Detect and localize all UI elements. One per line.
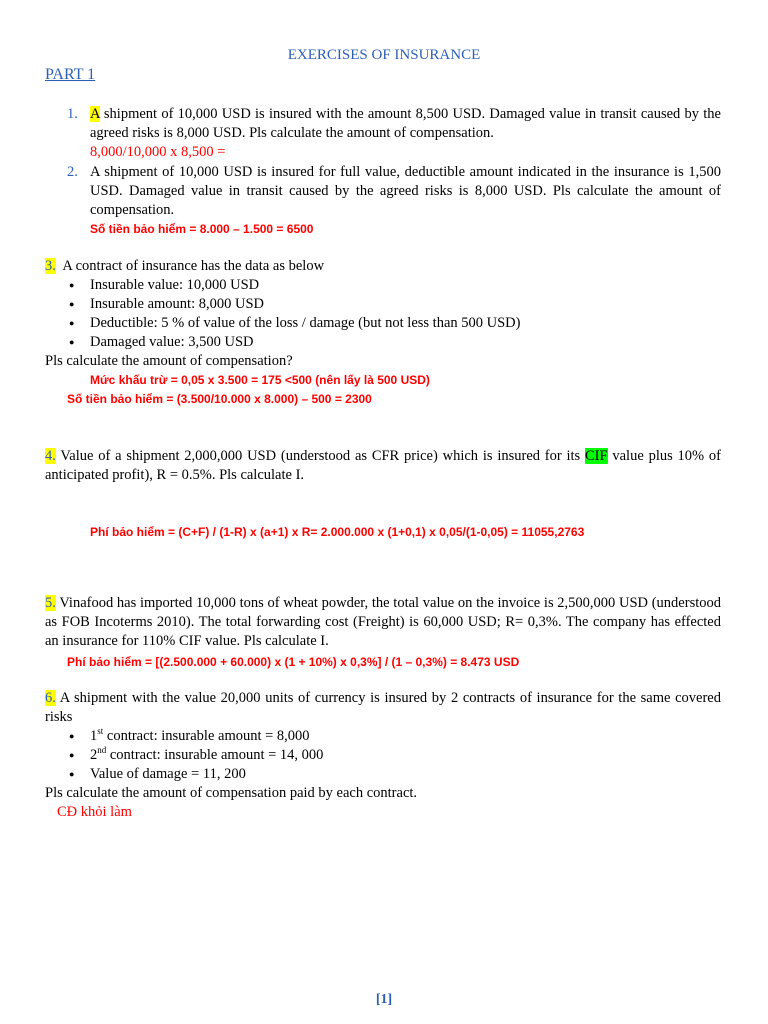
question-6: [45, 689, 721, 822]
question-text: Pls calculate the amount of compensation paid by each contract.: [45, 785, 418, 801]
question-number: 4.: [45, 448, 56, 464]
highlighted-word: CIF: [585, 448, 608, 464]
data-list: [45, 276, 721, 352]
part-heading: PART 1: [45, 66, 96, 83]
answer-text: Phí bảo hiểm = [(2.500.000 + 60.000) x (1 + 10%) x 0,3%] / (1 – 0,3%) = 8.473 USD: [67, 655, 520, 669]
question-intro: A contract of insurance has the data as below: [62, 258, 325, 274]
list-item: ● 2nd contract: insurable amount = 14, 000: [45, 746, 721, 765]
answer-text: Mức khấu trừ = 0,05 x 3.500 = 175 <500 (nên lấy là 500 USD): [90, 373, 430, 387]
question-number: 2.: [67, 164, 78, 180]
list-item: ● Insurable value: 10,000 USD: [45, 276, 721, 295]
answer-text: Phí bảo hiểm = (C+F) / (1-R) x (a+1) x R= 2.000.000 x (1+0,1) x 0,05/(1-0,05) = 11055,2763: [90, 525, 585, 539]
question-number: 6.: [45, 690, 56, 706]
list-item: ● Deductible: 5 % of value of the loss / damage (but not less than 500 USD): [45, 314, 721, 333]
question-2: [45, 163, 721, 239]
question-text: shipment of 10,000 USD is insured with the amount 8,500 USD. Damaged value in transit caused by the agreed risks is 8,000 USD. Pls calculate the amount of compensation.: [90, 106, 721, 141]
answer-text: 8,000/10,000 x 8,500 =: [90, 144, 226, 160]
answer-text: Số tiền bảo hiểm = 8.000 – 1.500 = 6500: [90, 222, 314, 236]
question-number: 1.: [67, 106, 78, 122]
question-number: 5.: [45, 595, 56, 611]
question-text: Value of a shipment 2,000,000 USD (understood as CFR price) which is insured for its: [55, 448, 585, 464]
question-text: A shipment of 10,000 USD is insured for full value, deductible amount indicated in the insurance is 1,500 USD. Damaged value in transit caused by the agreed risks is 8,000 USD. Pls calculate the amount of compensation.: [90, 164, 721, 218]
question-5: [45, 594, 721, 651]
question-1: [45, 105, 721, 162]
page-number: [1]: [375, 992, 393, 1007]
question-text: Vinafood has imported 10,000 tons of wheat powder, the total value on the invoice is 2,500,000 USD (understood as FOB Incoterms 2010). The total forwarding cost (Freight) is 60,000 USD; R= 0,3%. The company has effected an insurance for 110% CIF value. Pls calculate I.: [45, 595, 721, 649]
question-4: [45, 447, 721, 485]
list-item: ● Value of damage = 11, 200: [45, 765, 721, 784]
question-text: value plus 10% of anticipated profit), R = 0.5%. Pls calculate I.: [45, 448, 721, 483]
list-item: ● Insurable amount: 8,000 USD: [45, 295, 721, 314]
question-3: [45, 257, 721, 409]
answer-text: CĐ khỏi làm: [57, 804, 132, 820]
data-list: [45, 727, 721, 784]
highlighted-word: A: [90, 106, 100, 122]
page-title: EXERCISES OF INSURANCE: [287, 47, 481, 63]
list-item: ● 1st contract: insurable amount = 8,000: [45, 727, 721, 746]
question-text: Pls calculate the amount of compensation?: [45, 353, 293, 369]
answer-text: Số tiền bảo hiểm = (3.500/10.000 x 8.000) – 500 = 2300: [67, 392, 372, 406]
question-number: 3.: [45, 258, 56, 274]
list-item: ● Damaged value: 3,500 USD: [45, 333, 721, 352]
question-text: A shipment with the value 20,000 units of currency is insured by 2 contracts of insurance for the same covered risks: [45, 690, 721, 725]
